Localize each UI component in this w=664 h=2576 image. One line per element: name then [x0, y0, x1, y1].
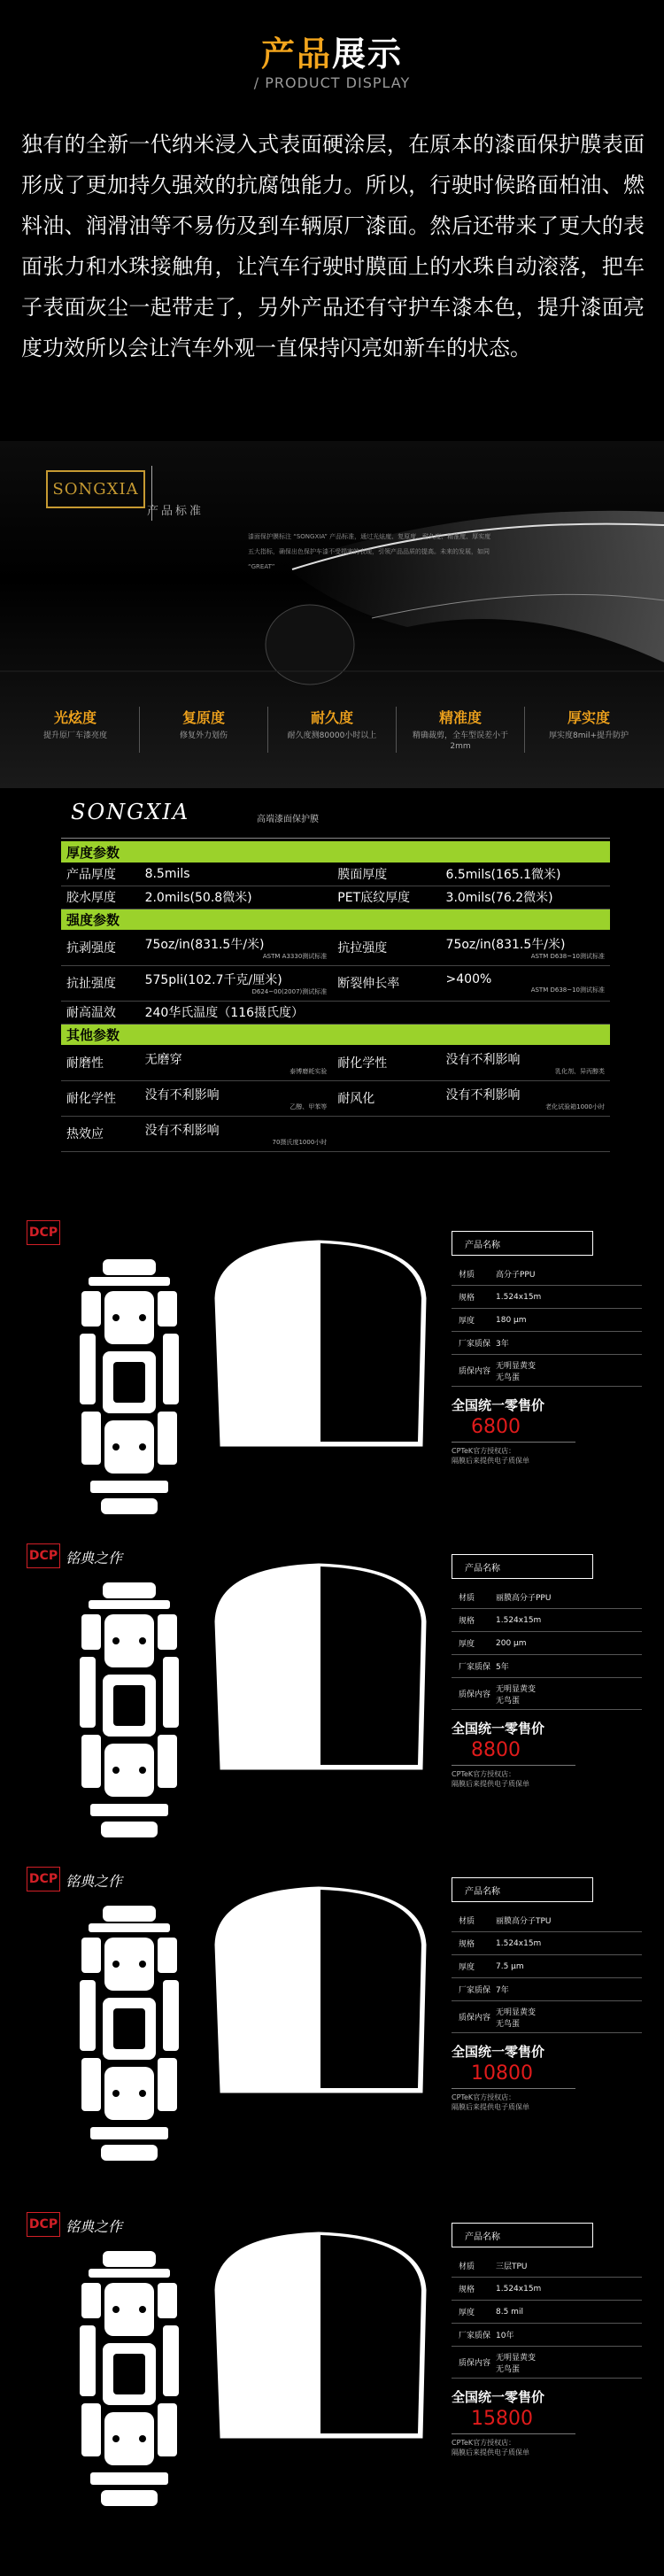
product-card [0, 1543, 664, 1898]
divider [452, 2433, 575, 2434]
product-name-label: 产品名称 [452, 2223, 593, 2247]
spec-key: 厂家质保 [459, 2332, 491, 2340]
film-sample-icon [212, 1559, 429, 1772]
divider [267, 707, 268, 753]
product-info [452, 1231, 642, 1466]
spec-key: 厚度 [459, 1317, 475, 1326]
section-heading: 强度参数 [61, 909, 610, 930]
spec-value: 180 μm [496, 1315, 527, 1325]
spec-value: 无明显黄变 无鸟蛋 [496, 1684, 537, 1706]
spec-key: 规格 [459, 1617, 475, 1626]
product-card [0, 1867, 664, 2221]
product-series-label: 铭典之作 [66, 1550, 123, 1566]
spec-list [452, 1586, 642, 1710]
car-pattern-icon [76, 1579, 182, 1845]
spec-key: 厂家质保 [459, 1663, 491, 1672]
spec-key: 质保内容 [459, 2014, 491, 2023]
spec-value: 8.5 mil [496, 2307, 523, 2317]
product-name-label: 产品名称 [452, 1231, 593, 1256]
section-header [0, 0, 664, 106]
price-label: 全国统一零售价 [452, 1721, 545, 1737]
spec-key: 厚度 [459, 1963, 475, 1972]
spec-row [452, 1655, 642, 1678]
spec-value: 无明显黄变 无鸟蛋 [496, 2353, 537, 2374]
product-card [0, 2212, 664, 2566]
spec-key: 厚度 [459, 1640, 475, 1649]
product-card [0, 1220, 664, 1574]
spec-key: 材质 [459, 1271, 475, 1280]
standard-label: 产品标准 [147, 505, 205, 518]
table-row: 耐化学性 没有不利影响 乙醇、甲苯等 耐风化 没有不利影响 老化试验箱1000小时 [61, 1080, 610, 1116]
hero-banner [0, 441, 664, 788]
dcp-logo: DCP [27, 1543, 60, 1568]
spec-value: 1.524x15m [496, 1615, 542, 1625]
spec-row [452, 1609, 642, 1632]
spec-row [452, 1286, 642, 1309]
divider [452, 1765, 575, 1766]
spec-row [452, 2324, 642, 2347]
film-sample-icon [212, 2228, 429, 2441]
spec-value: 7.5 μm [496, 1961, 524, 1971]
spec-key: 厚度 [459, 2309, 475, 2317]
price-label: 全国统一零售价 [452, 2044, 545, 2060]
spec-row [452, 2255, 642, 2278]
spec-list [452, 1909, 642, 2033]
title-rest: 展示 [332, 35, 404, 73]
car-pattern-icon [76, 1902, 182, 2168]
product-series-label: 铭典之作 [66, 2218, 123, 2235]
spec-value: 丽膜高分子PPU [496, 1594, 552, 1603]
spec-value: 10年 [496, 2332, 514, 2340]
spec-key: 材质 [459, 1594, 475, 1603]
feature-list [27, 707, 637, 753]
divider [396, 707, 397, 753]
spec-value: 高分子PPU [496, 1271, 536, 1280]
spec-key: 质保内容 [459, 2359, 491, 2368]
spec-value: 三层TPU [496, 2263, 528, 2271]
spec-key: 质保内容 [459, 1690, 491, 1699]
spec-row [452, 1332, 642, 1355]
section-heading: 其他参数 [61, 1024, 610, 1045]
spec-row [452, 1955, 642, 1978]
spec-row [452, 1678, 642, 1710]
film-sample-icon [212, 1883, 429, 2095]
store-note: CPTeK官方授权店： 隔膜后来提供电子质保单 [452, 2093, 529, 2111]
spec-key: 厂家质保 [459, 1986, 491, 1995]
product-info [452, 1877, 642, 2112]
spec-row [452, 2347, 642, 2379]
spec-key: 规格 [459, 2286, 475, 2294]
store-note: CPTeK官方授权店： 隔膜后来提供电子质保单 [452, 1447, 529, 1465]
spec-row [452, 1909, 642, 1932]
product-name-label: 产品名称 [452, 1554, 593, 1579]
price-label: 全国统一零售价 [452, 1397, 545, 1413]
standard-description: 漆面保护膜标注 “SONGXIA” 产品标准，通过光炫度、复原度、耐久度、精准度、厚实度五大指标，确保出色保护车漆不受损害的表现，引领产品品质的提高。未来的发展，如同 “GREAT” [248, 533, 491, 570]
table-row: 耐高温效 240华氏温度（116摄氏度） [61, 1001, 610, 1024]
product-name-label: 产品名称 [452, 1877, 593, 1902]
spec-row [452, 2278, 642, 2301]
car-pattern-icon [76, 1256, 182, 1521]
table-row: 抗扯强度 575pli(102.7千克/厘米) D624~00(2007)测试标准 断裂伸长率 >400% ASTM D638~10测试标准 [61, 965, 610, 1001]
product-info [452, 2223, 642, 2457]
divider [61, 838, 610, 839]
spec-table [61, 841, 610, 1152]
spec-sheet [0, 788, 664, 1160]
spec-key: 规格 [459, 1940, 475, 1949]
page-title [261, 27, 403, 75]
spec-row [452, 1263, 642, 1286]
price-label: 全国统一零售价 [452, 2389, 545, 2405]
store-note: CPTeK官方授权店： 隔膜后来提供电子质保单 [452, 2439, 529, 2456]
spec-list [452, 1263, 642, 1387]
spec-row [452, 1586, 642, 1609]
table-row: 产品厚度 8.5mils 膜面厚度 6.5mils(165.1微米) [61, 863, 610, 886]
spec-value: 无明显黄变 无鸟蛋 [496, 2007, 537, 2029]
table-row: 胶水厚度 2.0mils(50.8微米) PET底纹厚度 3.0mils(76.2微米) [61, 886, 610, 909]
spec-key: 规格 [459, 1294, 475, 1303]
price-value: 15800 [471, 2408, 533, 2430]
divider [452, 2088, 575, 2089]
feature-item: 光炫度 提升原厂车漆亮度 [42, 709, 107, 740]
spec-row [452, 1309, 642, 1332]
spec-value: 5年 [496, 1663, 509, 1672]
dcp-logo: DCP [27, 2212, 60, 2237]
title-highlight: 产品 [260, 35, 332, 73]
spec-value: 1.524x15m [496, 1938, 542, 1948]
spec-key: 质保内容 [459, 1367, 491, 1376]
spec-value: 200 μm [496, 1638, 527, 1648]
feature-item: 精准度 精确裁剪，全车型误差小于2mm [412, 709, 508, 751]
car-pattern-icon [76, 2247, 182, 2513]
feature-item: 复原度 修复外力划伤 [179, 709, 228, 740]
price-value: 10800 [471, 2062, 533, 2085]
spec-key: 厂家质保 [459, 1340, 491, 1349]
product-info [452, 1554, 642, 1789]
intro-paragraph: 独有的全新一代纳米浸入式表面硬涂层，在原本的漆面保护膜表面形成了更加持久强效的抗腐蚀能力。所以，行驶时候路面柏油、燃料油、润滑油等不易伤及到车辆原厂漆面。然后还带来了更大的表面张力和水珠接触角，让汽车行驶时膜面上的水珠自动滚落，把车子表面灰尘一起带走了，另外产品还有守护车漆本色，提升漆面亮度功效所以会让汽车外观一直保持闪亮如新车的状态。 [21, 132, 645, 360]
spec-row [452, 1932, 642, 1955]
spec-type: 高端漆面保护膜 [257, 815, 319, 824]
price-value: 6800 [471, 1416, 521, 1438]
table-row: 耐磨性 无磨穿 泰博磨耗实验 耐化学性 没有不利影响 乳化剂、异丙醇类 [61, 1045, 610, 1080]
page-subtitle: / PRODUCT DISPLAY [253, 74, 411, 91]
spec-value: 3年 [496, 1340, 509, 1349]
spec-row [452, 1632, 642, 1655]
divider [524, 707, 525, 753]
feature-item: 耐久度 耐久度测80000小时以上 [287, 709, 377, 740]
store-note: CPTeK官方授权店： 隔膜后来提供电子质保单 [452, 1770, 529, 1788]
spec-row [452, 2301, 642, 2324]
spec-value: 1.524x15m [496, 2284, 542, 2294]
section-heading: 厚度参数 [61, 841, 610, 863]
spec-value: 7年 [496, 1986, 509, 1995]
price-value: 8800 [471, 1739, 521, 1761]
spec-row [452, 1355, 642, 1387]
dcp-logo: DCP [27, 1867, 60, 1891]
divider [139, 707, 140, 753]
spec-row [452, 1978, 642, 2001]
film-sample-icon [212, 1236, 429, 1449]
table-row: 抗剥强度 75oz/in(831.5牛/米) ASTM A3330测试标准 抗拉强度 75oz/in(831.5牛/米) ASTM D638~10测试标准 [61, 930, 610, 965]
dcp-logo: DCP [27, 1220, 60, 1245]
spec-brand: SONGXIA [71, 800, 190, 824]
spec-key: 材质 [459, 2263, 475, 2271]
spec-row [452, 2001, 642, 2033]
spec-list [452, 2255, 642, 2379]
brand-logo: SONGXIA [46, 470, 145, 508]
divider [452, 1442, 575, 1443]
spec-value: 丽膜高分子TPU [496, 1917, 552, 1926]
spec-value: 1.524x15m [496, 1292, 542, 1302]
spec-value: 无明显黄变 无鸟蛋 [496, 1361, 537, 1382]
spec-key: 材质 [459, 1917, 475, 1926]
feature-item: 厚实度 厚实度8mil+提升防护 [548, 709, 629, 740]
product-series-label: 铭典之作 [66, 1873, 123, 1890]
table-row: 热效应 没有不利影响 70摄氏度1000小时 [61, 1116, 610, 1151]
